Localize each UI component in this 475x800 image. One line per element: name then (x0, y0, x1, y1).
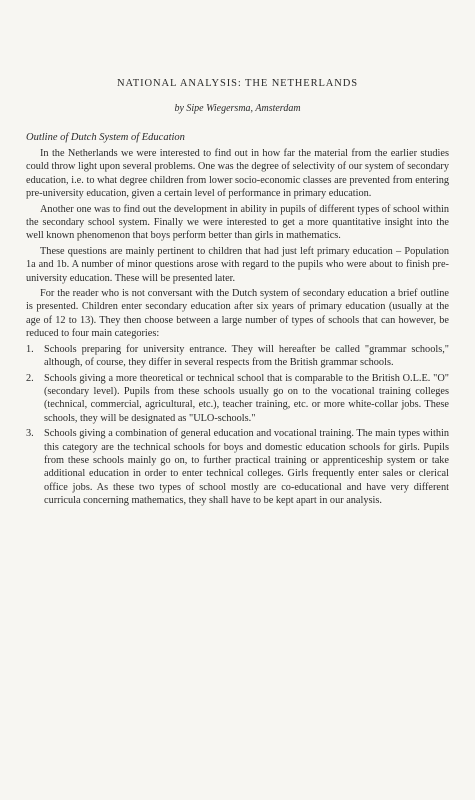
paragraph: Another one was to find out the development in ability in pupils of different types of school within the secondary school system. Finally we were interested to get a more quantitative insight into the well known phenomenon that boys perform better than girls in mathematics. (26, 203, 449, 242)
list-item-text: Schools giving a more theoretical or technical school that is comparable to the British O.L.E. "O" (secondary level). Pupils from these schools usually go on to the vocational training colleges (technical, commercial, agricultural, etc.), teacher training, etc. or more white-collar jobs. These schools, they will be designated as "ULO-schools." (44, 372, 449, 424)
school-categories-list (26, 343, 449, 508)
list-item (26, 427, 449, 507)
paragraph: In the Netherlands we were interested to find out in how far the material from the earlier studies could throw light upon several problems. One was the degree of selectivity of our system of secondary education, i.e. to what degree children from lower socio-economic classes are prevented from entering pre-university education, given a certain level of performance in primary education. (26, 148, 449, 200)
list-item-number: 2. (26, 372, 34, 384)
body-text (26, 147, 449, 341)
author-byline: by Sipe Wiegersma, Amsterdam (174, 103, 301, 114)
list-item (26, 372, 449, 426)
article-title: NATIONAL ANALYSIS: THE NETHERLANDS (117, 78, 358, 89)
list-item-number: 1. (26, 343, 34, 355)
paragraph: For the reader who is not conversant with the Dutch system of secondary education a brief outline is presented. Children enter secondary education after six years of primary education (usually at the age of 12 to 13). They then choose between a large number of types of schools that can however, be reduced to four main categories: (26, 288, 449, 340)
list-item-number: 3. (26, 428, 34, 440)
list-item-text: Schools giving a combination of general education and vocational training. The main types within this category are the technical schools for boys and domestic education schools for girls. Pupils from these schools mainly go on, to further practical training or apprenticeship system or take additional education in order to enter technical colleges. Girls frequently enter sales or clerical office jobs. As these two types of school mostly are co-educational and have very different curricula concerning mathematics, they shall have to be kept apart in our analysis. (44, 428, 449, 507)
list-item (26, 343, 449, 370)
paragraph: These questions are mainly pertinent to children that had just left primary education – Population 1a and 1b. A number of minor questions arose with regard to the pupils who were about to finish pre-university education. These will be presented later. (26, 245, 449, 284)
section-heading: Outline of Dutch System of Education (26, 132, 185, 143)
list-item-text: Schools preparing for university entrance. They will hereafter be called "grammar schools," although, of course, they differ in several respects from the British grammar schools. (44, 343, 449, 369)
